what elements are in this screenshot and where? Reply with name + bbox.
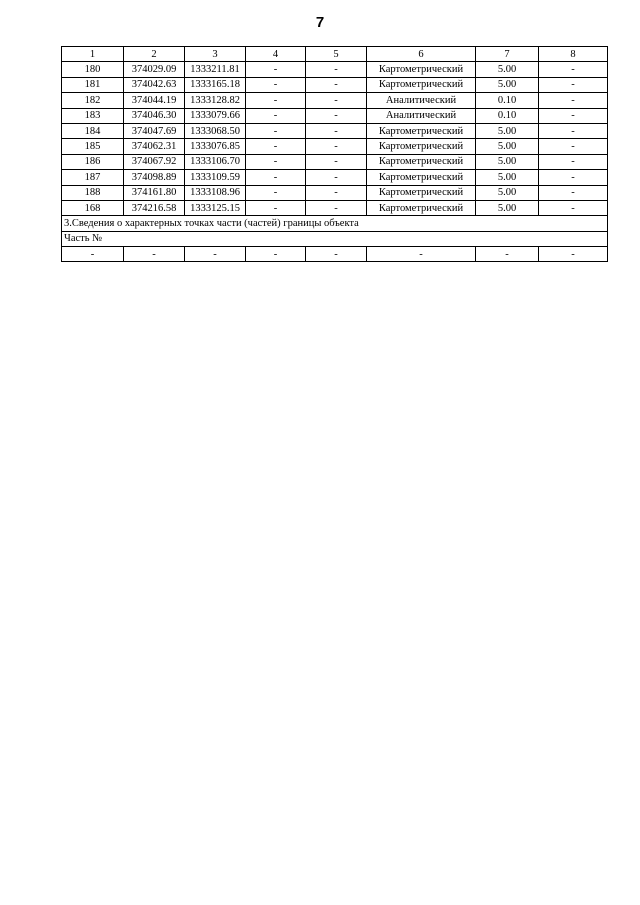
table-cell: - — [539, 170, 608, 185]
table-cell: - — [306, 123, 367, 138]
table-cell: - — [246, 77, 306, 92]
page-number: 7 — [315, 14, 325, 31]
table-cell: 184 — [62, 123, 124, 138]
table-cell: 168 — [62, 200, 124, 215]
table-cell: - — [539, 77, 608, 92]
table-cell: - — [246, 170, 306, 185]
table-cell: 0.10 — [476, 93, 539, 108]
table-cell: 0.10 — [476, 108, 539, 123]
table-cell: Аналитический — [367, 108, 476, 123]
table-cell: 5.00 — [476, 123, 539, 138]
table-cell: - — [246, 123, 306, 138]
table-cell: - — [539, 93, 608, 108]
table-cell: 5.00 — [476, 77, 539, 92]
table-cell: 5.00 — [476, 62, 539, 77]
table-cell: - — [306, 77, 367, 92]
table-header-row — [62, 47, 608, 62]
table-cell: - — [246, 93, 306, 108]
table-cell: Картометрический — [367, 170, 476, 185]
table-cell: Картометрический — [367, 185, 476, 200]
column-header: 1 — [62, 47, 124, 62]
table-cell: - — [246, 200, 306, 215]
table-cell: - — [539, 62, 608, 77]
table-cell: 374046.30 — [124, 108, 185, 123]
table-cell: 180 — [62, 62, 124, 77]
table-cell: - — [306, 170, 367, 185]
table-cell: - — [306, 154, 367, 169]
column-header: 2 — [124, 47, 185, 62]
table-cell: - — [476, 247, 539, 262]
table-row — [62, 62, 608, 77]
column-header: 7 — [476, 47, 539, 62]
table-cell: 374067.92 — [124, 154, 185, 169]
column-header: 5 — [306, 47, 367, 62]
table-cell: Картометрический — [367, 77, 476, 92]
table-cell: 181 — [62, 77, 124, 92]
column-header: 8 — [539, 47, 608, 62]
table-cell: - — [246, 139, 306, 154]
column-header: 4 — [246, 47, 306, 62]
part-label-row — [62, 231, 608, 246]
table-cell: - — [246, 154, 306, 169]
table-cell: - — [306, 200, 367, 215]
table-cell: 1333108.96 — [185, 185, 246, 200]
table-cell: 374098.89 — [124, 170, 185, 185]
table-cell: 5.00 — [476, 200, 539, 215]
boundary-points-table — [61, 46, 608, 262]
table-cell: 5.00 — [476, 185, 539, 200]
table-row — [62, 185, 608, 200]
table-cell: 374042.63 — [124, 77, 185, 92]
table-cell: - — [306, 62, 367, 77]
table-body — [62, 47, 608, 262]
table-cell: 374047.69 — [124, 123, 185, 138]
table-cell: 188 — [62, 185, 124, 200]
table-cell: 5.00 — [476, 154, 539, 169]
table-cell: - — [539, 200, 608, 215]
part-label: Часть № — [62, 231, 608, 246]
table-cell: - — [185, 247, 246, 262]
table-cell: Картометрический — [367, 123, 476, 138]
table-cell: 1333076.85 — [185, 139, 246, 154]
table-cell: - — [62, 247, 124, 262]
table-cell: - — [246, 247, 306, 262]
table-cell: 5.00 — [476, 139, 539, 154]
table-cell: 374216.58 — [124, 200, 185, 215]
table-cell: 1333068.50 — [185, 123, 246, 138]
table-row — [62, 170, 608, 185]
table-cell: - — [306, 247, 367, 262]
column-header: 6 — [367, 47, 476, 62]
table-row — [62, 139, 608, 154]
table-cell: Аналитический — [367, 93, 476, 108]
table-cell: 1333109.59 — [185, 170, 246, 185]
section-title-row — [62, 216, 608, 231]
table-cell: - — [539, 139, 608, 154]
table-cell: - — [246, 108, 306, 123]
table-cell: - — [539, 185, 608, 200]
table-cell: Картометрический — [367, 200, 476, 215]
table-cell: - — [246, 185, 306, 200]
table-cell: 186 — [62, 154, 124, 169]
table-row — [62, 108, 608, 123]
table-cell: Картометрический — [367, 154, 476, 169]
table-cell: - — [539, 154, 608, 169]
table-cell: - — [306, 185, 367, 200]
table-row — [62, 154, 608, 169]
table-row — [62, 200, 608, 215]
table-cell: 5.00 — [476, 170, 539, 185]
table-cell: - — [539, 247, 608, 262]
table-cell: 1333125.15 — [185, 200, 246, 215]
table-cell: 1333211.81 — [185, 62, 246, 77]
table-cell: 182 — [62, 93, 124, 108]
table-cell: 1333079.66 — [185, 108, 246, 123]
table-cell: 374161.80 — [124, 185, 185, 200]
table-cell: 1333128.82 — [185, 93, 246, 108]
column-header: 3 — [185, 47, 246, 62]
table-cell: 374029.09 — [124, 62, 185, 77]
table-cell: 1333165.18 — [185, 77, 246, 92]
table-cell: 183 — [62, 108, 124, 123]
table-cell: 1333106.70 — [185, 154, 246, 169]
table-cell: - — [367, 247, 476, 262]
table-row — [62, 77, 608, 92]
table-cell: - — [539, 108, 608, 123]
table-cell: Картометрический — [367, 139, 476, 154]
section-title: 3.Сведения о характерных точках части (частей) границы объекта — [62, 216, 608, 231]
table-row — [62, 93, 608, 108]
table-cell: 374044.19 — [124, 93, 185, 108]
table-cell: - — [306, 93, 367, 108]
table-cell: Картометрический — [367, 62, 476, 77]
table-cell: 185 — [62, 139, 124, 154]
table-cell: 374062.31 — [124, 139, 185, 154]
empty-part-row — [62, 247, 608, 262]
table-cell: - — [246, 62, 306, 77]
table-row — [62, 123, 608, 138]
table-cell: - — [306, 139, 367, 154]
table-cell: - — [539, 123, 608, 138]
table-cell: - — [124, 247, 185, 262]
table-cell: - — [306, 108, 367, 123]
table-cell: 187 — [62, 170, 124, 185]
